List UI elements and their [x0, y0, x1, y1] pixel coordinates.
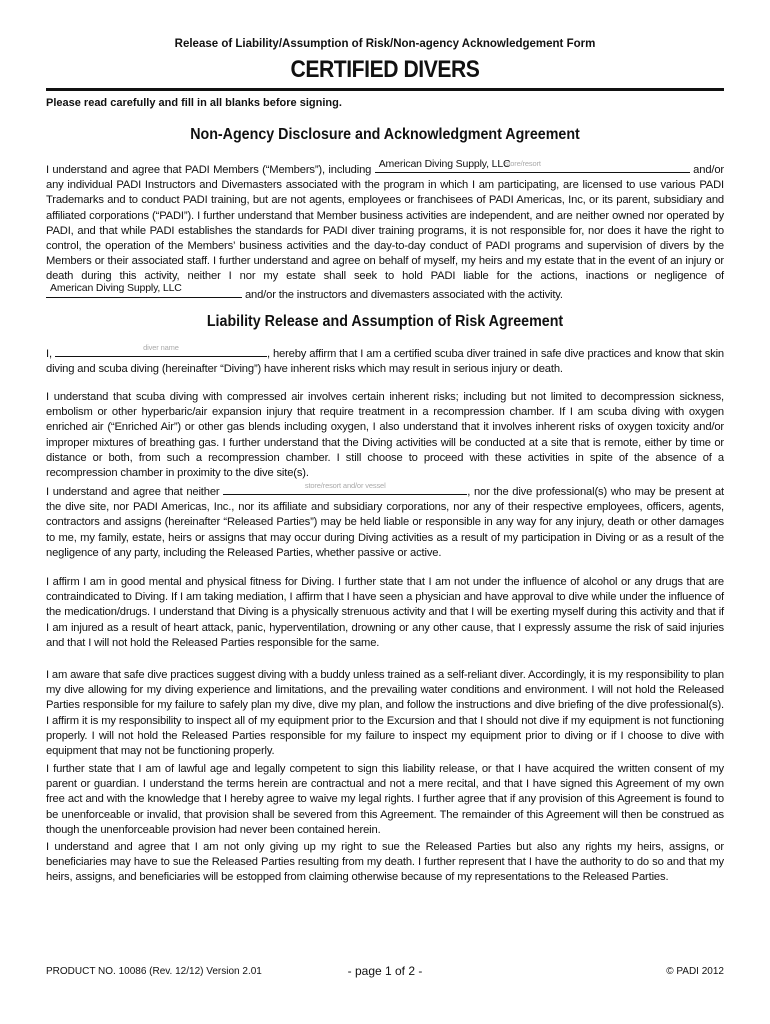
liability-paragraph-6: I further state that I am of lawful age and legally competent to sign this liability release, or that I have acquired the written consent of my parent or guardian. I understand the terms herein are contractual and not a mere recital, and that I have signed this Agreement of my own free act and with the knowledge that I hereby agree to waive my legal rights. I further agree that if any provision of this Agreement is found to be unenforceable or invalid, that provision shall be severed from this Agreement. The remainder of this Agreement will then be construed as though the unenforceable provision had never been contained herein.	[46, 763, 724, 836]
diver-name-field[interactable]	[55, 344, 267, 357]
para-text: and/or any individual PADI Instructors and Divemasters associated with the program in which I am participating, are licensed to use various PADI Trademarks and to conduct PADI training, but are not agents, employees or franchisees of PADI Americas, Inc, or its parent, subsidiary and affiliated corporations (“PADI”). I further understand that Member business activities are independent, and are neither owned nor operated by PADI, and that while PADI establishes the standards for PADI diver training programs, it is not responsible for, nor does it have the right to control, the operation of the Members’ business activities and the day-to-day conduct of PADI programs and supervision of divers by the Members or their associated staff. I further understand and agree on behalf of myself, my heirs and my estate that in the event of an injury or death during this activity, neither I nor my estate shall seek to hold PADI liable for the actions, inactions or negligence of	[46, 164, 724, 283]
para-text: I,	[46, 348, 55, 360]
liability-paragraph-2: I understand that scuba diving with compressed air involves certain inherent risks; including but not limited to decompression sickness, embolism or other hyperbaric/air expansion injury that require treatment in a recompression chamber. If I am scuba diving with oxygen enriched air (“Enriched Air”) or other gas blends including oxygen, I also understand that it involves inherent risks of oxygen toxicity and/or improper mixtures of breathing gas. I further understand that the Diving activities will be conducted at a site that is remote, either by time or distance or both, from such a recompression chamber. I still choose to proceed with these activities in spite of the absence of a recompression chamber in proximity to the dive site(s).	[46, 391, 724, 480]
liability-paragraph-7: I understand and agree that I am not only giving up my right to sue the Released Parties but also any rights my heirs, assigns, or beneficiaries may have to sue the Released Parties resulting from my death. I further represent that I have the authority to do so and that my heirs, assigns, and beneficiaries will be estopped from claiming otherwise because of my representations to the Released Parties.	[46, 841, 724, 884]
title-rule	[46, 88, 724, 91]
form-title: CERTIFIED DIVERS	[290, 56, 480, 83]
liability-paragraph-5: I am aware that safe dive practices suggest diving with a buddy unless trained as a self-reliant diver. Accordingly, it is my responsibility to plan my dive allowing for my diving experience and limitations, and the prevailing water conditions and environment. I will not hold the Released Parties responsible for my failure to safely plan my dive, dive my plan, and follow the instructions and dive briefing of the dive professional(s). I affirm it is my responsibility to inspect all of my equipment prior to the Excursion and that I should not dive if my equipment is not functioning properly. I will not hold the Released Parties responsible for my failure to inspect my equipment prior to diving or if I choose to dive with equipment that may not be functioning properly.	[46, 669, 724, 758]
store-resort-field-2[interactable]	[46, 282, 242, 298]
para-text: , nor the dive professional(s) who may be present at the dive site, nor PADI Americas, Inc., nor its affiliate and subsidiary corporations, nor any of their respective employees, officers, agents, contractors and assigns (hereinafter “Released Parties”) may be held liable or responsible in any way for any injury, death or other damages to me, my family, estate, heirs or assigns that may occur during Diving activities as a result of my participation in Diving or as a result of the negligence of any party, including the Released Parties, whether passive or active.	[46, 486, 724, 559]
store-resort-hint: store/resort	[504, 158, 541, 168]
product-number: PRODUCT NO. 10086 (Rev. 12/12) Version 2.01	[46, 966, 262, 977]
form-subtitle: Release of Liability/Assumption of Risk/Non-agency Acknowledgement Form	[174, 38, 596, 50]
store-resort-value-2: American Diving Supply, LLC	[50, 282, 182, 295]
para-text: I understand and agree that PADI Members (“Members”), including	[46, 164, 375, 176]
para-text: and/or the instructors and divemasters associated with the activity.	[242, 288, 563, 301]
copyright: © PADI 2012	[666, 966, 724, 977]
section-heading-liability: Liability Release and Assumption of Risk Agreement	[206, 313, 564, 330]
store-vessel-field[interactable]	[223, 482, 467, 495]
instructions-text: Please read carefully and fill in all blanks before signing.	[46, 97, 342, 109]
liability-paragraph-4: I affirm I am in good mental and physical fitness for Diving. I further state that I am not under the influence of alcohol or any drugs that are contraindicated to Diving. If I am taking mediation, I affirm that I have seen a physician and have approval to dive while under the influence of the medication/drugs. I understand that Diving is a physically strenuous activity and that I will be exerting myself during this activity and that if I am injured as a result of heart attack, panic, hyperventilation, drowning or any other cause, that I expressly assume the risk of said injuries and that I will not hold the Released Parties responsible for the same.	[46, 576, 724, 649]
store-vessel-hint: store/resort and/or vessel	[304, 480, 386, 490]
liability-paragraph-1	[46, 344, 724, 377]
store-resort-value: American Diving Supply, LLC	[378, 157, 511, 170]
para-text: I understand and agree that neither	[46, 486, 224, 498]
non-agency-paragraph	[46, 157, 724, 303]
liability-paragraph-3	[46, 482, 724, 561]
page-number: - page 1 of 2 -	[347, 964, 423, 978]
store-resort-field[interactable]	[375, 157, 690, 173]
section-heading-non-agency: Non-Agency Disclosure and Acknowledgment Agreement	[190, 126, 580, 143]
para-text: , hereby affirm that I am a certified scuba diver trained in safe dive practices and know that skin diving and scuba diving (hereinafter “Diving”) have inherent risks which may result in serious injury or death.	[46, 348, 724, 376]
diver-name-hint: diver name	[143, 342, 179, 352]
